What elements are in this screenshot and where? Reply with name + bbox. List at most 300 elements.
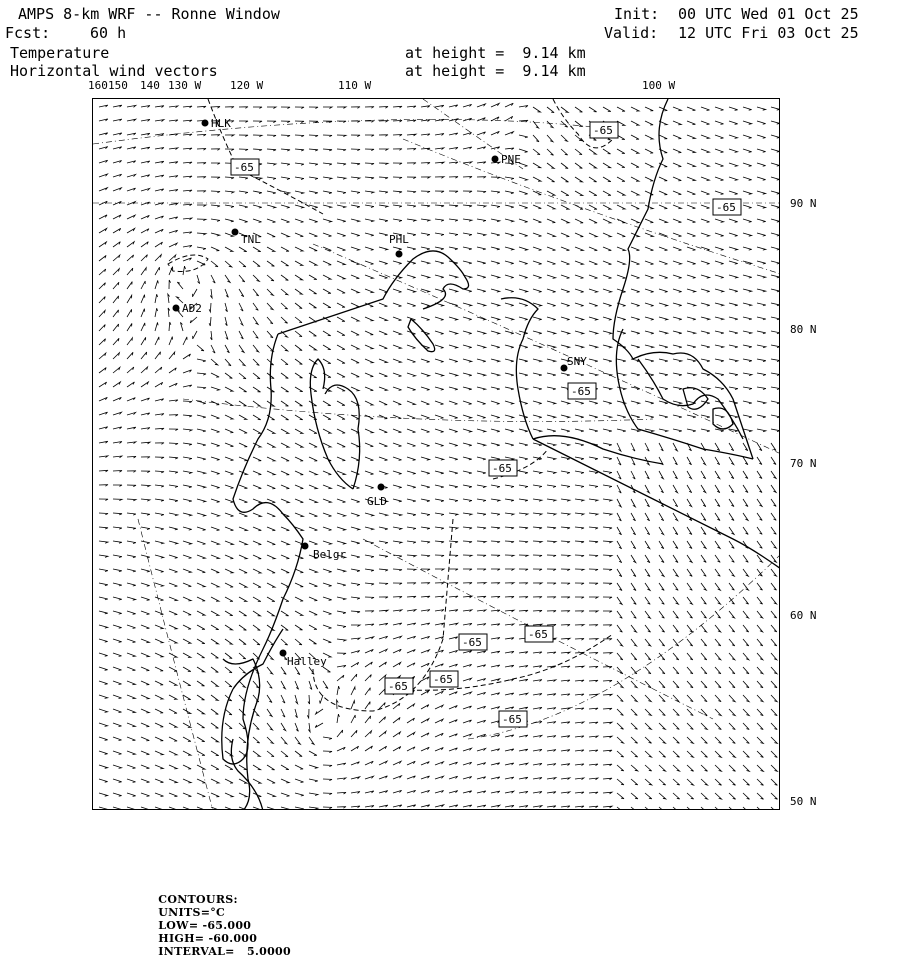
- wind-vector: [365, 702, 370, 709]
- wind-vector: [449, 471, 458, 474]
- wind-vector: [631, 709, 637, 715]
- wind-vector: [617, 443, 621, 451]
- wind-vector: [180, 322, 183, 331]
- wind-vector: [421, 457, 430, 460]
- wind-vector: [603, 611, 612, 612]
- wind-vector: [715, 233, 724, 236]
- wind-vector: [463, 303, 472, 306]
- wind-vector: [379, 805, 388, 807]
- wind-vector: [337, 763, 346, 765]
- wind-vector: [463, 791, 472, 793]
- wind-vector: [519, 373, 528, 376]
- wind-vector: [239, 457, 247, 461]
- wind-vector: [183, 737, 191, 741]
- wind-vector: [239, 219, 248, 222]
- wind-vector: [211, 611, 219, 615]
- wind-vector: [659, 289, 668, 292]
- station-pne: [492, 153, 521, 166]
- wind-vector: [603, 163, 611, 168]
- wind-vector: [99, 807, 108, 810]
- wind-vector: [281, 779, 289, 783]
- wind-vector: [393, 662, 401, 667]
- wind-vector: [589, 219, 597, 223]
- wind-vector: [477, 527, 486, 529]
- wind-vector: [99, 147, 108, 149]
- wind-vector: [379, 429, 387, 433]
- wind-vector: [477, 763, 486, 765]
- wind-vector: [715, 247, 724, 250]
- wind-vector: [309, 527, 317, 531]
- wind-vector: [743, 765, 749, 771]
- wind-vector: [99, 105, 108, 107]
- wind-vector: [477, 303, 486, 306]
- wind-vector: [533, 499, 542, 501]
- wind-vector: [211, 135, 220, 137]
- wind-vector: [155, 414, 164, 416]
- wind-vector: [743, 611, 749, 618]
- wind-vector: [379, 443, 387, 447]
- wind-vector: [225, 191, 234, 193]
- wind-vector: [155, 382, 163, 387]
- wind-vector: [183, 639, 191, 643]
- wind-vector: [463, 415, 472, 418]
- wind-vector: [211, 275, 215, 283]
- wind-vector: [547, 555, 556, 557]
- wind-vector: [701, 359, 710, 362]
- wind-vector: [505, 555, 514, 557]
- wind-vector: [505, 317, 514, 320]
- wind-vector: [225, 317, 227, 326]
- wind-vector: [197, 429, 206, 432]
- wind-vector: [281, 793, 290, 796]
- wind-vector: [771, 177, 780, 180]
- wind-vector: [155, 667, 163, 671]
- wind-vector: [491, 205, 500, 208]
- wind-vector: [743, 443, 748, 451]
- wind-vector: [421, 485, 430, 488]
- wind-vector: [659, 135, 667, 139]
- wind-vector: [225, 135, 234, 137]
- wind-vector: [743, 583, 749, 590]
- wind-vector: [365, 289, 373, 293]
- wind-vector: [505, 177, 514, 179]
- wind-vector: [715, 331, 724, 334]
- wind-vector: [183, 765, 191, 769]
- wind-vector: [295, 681, 299, 689]
- wind-vector: [547, 694, 556, 696]
- wind-vector: [253, 807, 262, 810]
- coastline-southwest: [223, 659, 260, 810]
- wind-vector: [491, 721, 500, 723]
- wind-vector: [575, 541, 584, 543]
- wind-vector: [253, 737, 260, 743]
- wind-vector: [463, 191, 472, 193]
- wind-vector: [155, 611, 163, 615]
- wind-vector: [561, 163, 568, 169]
- wind-vector: [281, 303, 288, 309]
- wind-vector: [729, 247, 738, 250]
- wind-vector: [771, 639, 777, 646]
- wind-vector: [421, 636, 430, 639]
- wind-vector: [603, 806, 612, 808]
- wind-vector: [463, 706, 472, 709]
- wind-vector: [337, 611, 346, 614]
- wind-vector: [435, 261, 444, 264]
- wind-vector: [183, 218, 192, 220]
- wind-vector: [771, 191, 780, 194]
- wind-vector: [225, 765, 233, 770]
- wind-vector: [211, 779, 219, 783]
- wind-vector: [211, 737, 219, 742]
- wind-vector: [575, 569, 584, 571]
- wind-vector: [435, 429, 444, 432]
- wind-vector: [155, 367, 162, 373]
- wind-vector: [295, 709, 297, 718]
- wind-vector: [141, 611, 150, 615]
- wind-vector: [449, 596, 458, 598]
- wind-vector: [365, 177, 374, 179]
- wind-vector: [393, 776, 401, 779]
- wind-vector: [547, 401, 556, 404]
- wind-vector: [505, 429, 514, 432]
- station-marker-hlk: [202, 120, 209, 127]
- wind-vector: [211, 429, 220, 432]
- wind-vector: [701, 387, 710, 390]
- wind-vector: [477, 706, 486, 709]
- wind-vector: [547, 205, 555, 209]
- wind-vector: [351, 247, 360, 250]
- wind-vector: [617, 793, 624, 799]
- wind-vector: [295, 163, 304, 165]
- wind-vector: [449, 776, 458, 779]
- wind-vector: [99, 639, 108, 642]
- wind-vector: [603, 569, 612, 571]
- wind-vector: [351, 662, 359, 667]
- wind-vector: [435, 289, 444, 292]
- wind-vector: [267, 807, 276, 810]
- wind-vector: [407, 415, 415, 419]
- wind-vector: [309, 443, 317, 447]
- wind-vector: [127, 105, 136, 107]
- wind-vector: [491, 219, 500, 222]
- wind-vector: [295, 261, 303, 265]
- wind-vector: [603, 345, 612, 348]
- wind-vector: [253, 373, 260, 379]
- wind-vector: [715, 261, 724, 264]
- wind-vector: [253, 457, 261, 461]
- wind-vector: [449, 527, 458, 529]
- wind-vector: [519, 485, 528, 488]
- wind-vector: [309, 485, 317, 489]
- wind-vector: [337, 583, 346, 586]
- wind-vector: [505, 583, 514, 585]
- wind-vector: [197, 807, 205, 810]
- wind-vector: [771, 499, 776, 506]
- wind-vector: [701, 457, 706, 465]
- wind-vector: [379, 717, 386, 723]
- wind-vector: [113, 255, 120, 261]
- wind-vector: [225, 793, 233, 797]
- wind-vector: [253, 331, 258, 338]
- wind-vector: [519, 387, 528, 390]
- wind-vector: [141, 428, 150, 430]
- wind-vector: [99, 793, 108, 796]
- wind-vector: [99, 133, 108, 135]
- wind-vector: [603, 331, 612, 334]
- wind-vector: [477, 569, 486, 570]
- lat-label-60n: 60 N: [790, 609, 817, 622]
- wind-vector: [211, 723, 218, 728]
- wind-vector: [365, 331, 373, 335]
- wind-vector: [715, 555, 720, 562]
- wind-vector: [351, 289, 359, 293]
- wind-vector: [435, 691, 443, 695]
- wind-vector: [365, 649, 373, 653]
- wind-vector: [197, 345, 204, 351]
- wind-vector: [267, 247, 275, 251]
- wind-vector: [323, 177, 332, 179]
- wind-vector: [113, 382, 120, 387]
- wind-vector: [575, 219, 583, 223]
- wind-vector: [771, 331, 780, 334]
- wind-vector: [225, 555, 233, 559]
- wind-vector: [113, 555, 122, 558]
- wind-vector: [729, 555, 734, 562]
- wind-vector: [603, 247, 611, 251]
- wind-vector: [477, 791, 486, 793]
- wind-vector: [393, 429, 401, 433]
- wind-vector: [533, 583, 542, 585]
- wind-vector: [351, 806, 360, 808]
- wind-vector: [435, 177, 444, 179]
- wind-vector: [253, 359, 259, 365]
- wind-vector: [477, 692, 486, 695]
- wind-vector: [687, 625, 693, 632]
- wind-vector: [449, 247, 458, 250]
- station-marker-halley: [280, 650, 287, 657]
- wind-vector: [617, 667, 623, 674]
- wind-vector: [323, 513, 332, 517]
- wind-vector: [169, 611, 177, 615]
- wind-vector: [197, 457, 206, 460]
- wind-vector: [99, 541, 108, 543]
- wind-vector: [547, 457, 556, 460]
- wind-vector: [673, 527, 678, 535]
- wind-vector: [673, 443, 677, 451]
- wind-vector: [617, 289, 626, 292]
- wind-vector: [603, 680, 612, 682]
- wind-vector: [631, 569, 636, 577]
- wind-vector: [645, 667, 651, 674]
- wind-vector: [337, 233, 346, 236]
- wind-vector: [113, 779, 122, 782]
- wind-vector: [729, 541, 734, 548]
- wind-vector: [603, 639, 612, 641]
- wind-vector: [645, 345, 654, 348]
- wind-vector: [155, 681, 163, 685]
- wind-vector: [365, 776, 374, 779]
- wind-vector: [659, 261, 668, 264]
- wind-vector: [281, 163, 290, 165]
- wind-vector: [561, 149, 568, 155]
- wind-vector: [169, 203, 178, 205]
- wind-vector: [463, 177, 472, 179]
- wind-vector: [589, 107, 597, 112]
- wind-vector: [659, 513, 664, 521]
- wind-vector: [239, 121, 248, 122]
- wind-vector: [771, 205, 780, 208]
- wind-vector: [771, 527, 776, 534]
- wind-vector: [729, 303, 738, 306]
- wind-vector: [533, 415, 542, 418]
- wind-vector: [127, 174, 136, 177]
- wind-vector: [281, 177, 290, 180]
- wind-vector: [155, 625, 163, 629]
- wind-vector: [239, 149, 248, 151]
- wind-vector: [211, 695, 218, 700]
- wind-vector: [225, 177, 234, 179]
- wind-vector: [99, 485, 108, 487]
- wind-vector: [743, 737, 749, 743]
- wind-vector: [519, 583, 528, 585]
- wind-vector: [99, 325, 105, 332]
- wind-vector: [603, 667, 612, 669]
- wind-vector: [715, 359, 724, 362]
- wind-vector: [281, 569, 289, 573]
- station-label-pne: PNE: [501, 153, 521, 166]
- svg-text:-65: -65: [716, 201, 736, 214]
- wind-vector: [155, 709, 163, 713]
- wind-vector: [771, 737, 777, 743]
- wind-vector: [603, 583, 612, 585]
- wind-vector: [701, 765, 708, 771]
- wind-vector: [127, 255, 134, 261]
- wind-vector: [743, 723, 749, 730]
- station-belgr: [302, 543, 347, 562]
- wind-vector: [225, 597, 233, 601]
- wind-vector: [393, 135, 402, 137]
- wind-vector: [169, 541, 178, 544]
- wind-vector: [757, 275, 766, 278]
- ice-rise-1: [310, 359, 353, 489]
- wind-vector: [687, 681, 693, 688]
- wind-vector: [113, 723, 122, 727]
- wind-vector: [211, 597, 219, 601]
- wind-vector: [337, 219, 346, 222]
- wind-vector: [491, 359, 500, 362]
- wind-vector: [393, 345, 401, 349]
- wind-vector: [309, 107, 318, 109]
- wind-vector: [141, 309, 145, 317]
- wind-vector: [519, 443, 528, 446]
- wind-vector: [505, 624, 514, 626]
- wind-vector: [715, 569, 720, 576]
- wind-vector: [141, 751, 149, 755]
- wind-vector: [491, 527, 500, 529]
- wind-vector: [729, 317, 738, 320]
- wind-vector: [155, 161, 164, 163]
- wind-vector: [113, 695, 122, 699]
- contour-label-8: [385, 678, 413, 694]
- wind-vector: [673, 611, 679, 618]
- wind-vector: [113, 174, 122, 177]
- wind-vector: [99, 527, 108, 529]
- wind-vector: [603, 303, 612, 306]
- wind-vector: [323, 611, 332, 614]
- wind-vector: [589, 345, 598, 348]
- wind-vector: [757, 205, 766, 208]
- wind-vector: [99, 283, 105, 289]
- wind-vector: [757, 625, 763, 632]
- wind-vector: [547, 471, 556, 474]
- wind-vector: [211, 457, 220, 460]
- wind-vector: [393, 499, 402, 502]
- wind-vector: [407, 636, 416, 639]
- wind-vector: [463, 261, 472, 264]
- wind-vector: [757, 387, 766, 390]
- wind-vector: [533, 149, 540, 155]
- wind-vector: [491, 303, 500, 306]
- wind-vector: [687, 709, 693, 716]
- wind-vector: [463, 569, 472, 570]
- wind-vector: [631, 289, 640, 292]
- wind-vector: [645, 149, 653, 153]
- wind-vector: [141, 161, 150, 163]
- wind-vector: [99, 569, 108, 572]
- wind-vector: [603, 722, 612, 724]
- wind-vector: [169, 230, 178, 233]
- wind-vector: [141, 555, 150, 558]
- wind-vector: [169, 751, 177, 755]
- wind-vector: [155, 499, 164, 501]
- wind-vector: [169, 779, 177, 783]
- wind-vector: [505, 205, 514, 208]
- wind-vector: [239, 569, 247, 573]
- wind-vector: [267, 737, 273, 743]
- wind-vector: [211, 751, 219, 756]
- wind-vector: [617, 625, 622, 632]
- wind-vector: [435, 387, 444, 390]
- wind-vector: [141, 639, 149, 643]
- wind-vector: [533, 694, 542, 696]
- wind-vector: [193, 289, 198, 297]
- wind-vector: [519, 177, 528, 180]
- wind-vector: [99, 779, 108, 782]
- wind-vector: [617, 317, 626, 320]
- wind-vector: [309, 737, 314, 744]
- wind-vector: [715, 457, 720, 465]
- wind-vector: [743, 247, 752, 250]
- wind-vector: [379, 345, 387, 349]
- wind-vector: [281, 429, 289, 433]
- wind-vector: [225, 373, 232, 378]
- wind-vector: [155, 229, 163, 233]
- wind-vector: [729, 233, 738, 236]
- wind-vector: [561, 205, 569, 209]
- wind-vector: [379, 387, 387, 391]
- wind-vector: [281, 667, 286, 674]
- wind-vector: [757, 541, 762, 548]
- coastline-west-peninsula: [222, 334, 303, 764]
- wind-vector: [421, 387, 430, 390]
- wind-vector: [729, 107, 738, 110]
- wind-vector: [183, 429, 192, 431]
- wind-vector: [295, 289, 302, 294]
- wind-vector: [771, 247, 780, 250]
- wind-vector: [225, 471, 234, 475]
- wind-vector: [659, 541, 664, 549]
- wind-vector: [533, 289, 542, 292]
